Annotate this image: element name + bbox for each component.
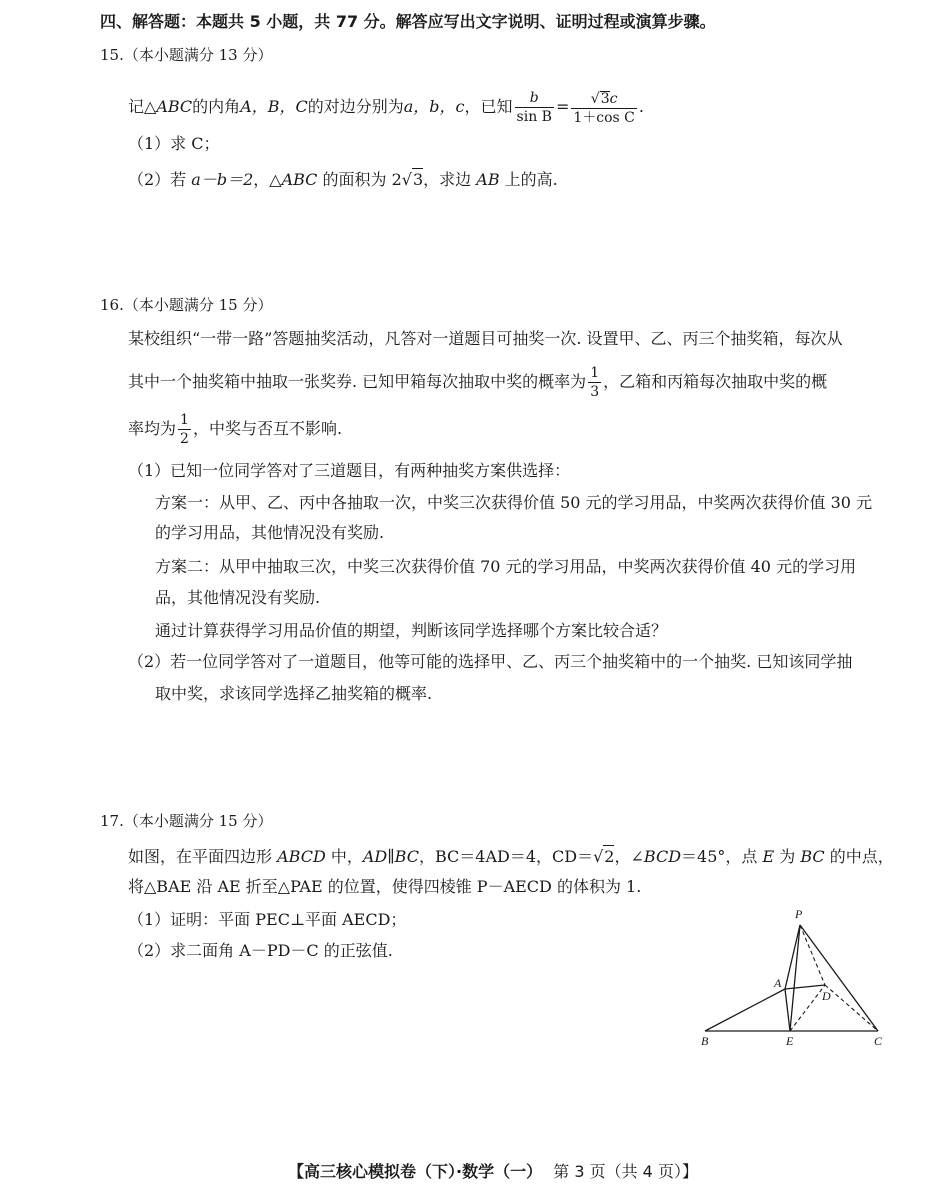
q16-stem-line-3: 率均为 $\frac{1}{2}$ ，中奖与否互不影响. bbox=[128, 412, 343, 447]
label-D: D bbox=[822, 989, 831, 1003]
edge-DC-hidden bbox=[825, 985, 878, 1031]
label-P: P bbox=[795, 907, 803, 921]
q16-part-2-line-1: （2）若一位同学答对了一道题目，他等可能的选择甲、乙、丙三个抽奖箱中的一个抽奖. 已知该同学抽 bbox=[128, 652, 853, 671]
edge-PC bbox=[800, 925, 878, 1031]
q17-number: 17.（本小题满分 15 分） bbox=[100, 812, 273, 830]
edge-PD-hidden bbox=[800, 925, 825, 985]
edge-AE bbox=[785, 989, 790, 1031]
q16-part-1: （1）已知一位同学答对了三道题目，有两种抽奖方案供选择： bbox=[128, 461, 571, 480]
section-heading: 四、解答题：本题共 5 小题，共 77 分。解答应写出文字说明、证明过程或演算步骤。 bbox=[100, 12, 716, 31]
label-C: C bbox=[874, 1034, 883, 1048]
edge-BA bbox=[705, 989, 785, 1031]
q15-stem: 记△ABC的内角A，B，C的对边分别为a，b，c，已知 $\frac{b}{\text{sin B}}$ = $\frac{√3c}{\text{1＋cos C}}$ . bbox=[128, 90, 644, 126]
edge-PE bbox=[790, 925, 800, 1031]
q16-plan-2-line-1: 方案二：从甲中抽取三次，中奖三次获得价值 70 元的学习用品，中奖两次获得价值 40 元的学习用 bbox=[155, 557, 857, 576]
q16-plan-1-line-2: 的学习用品，其他情况没有奖励. bbox=[155, 523, 385, 542]
q16-fraction-one-half: $\frac{1}{2}$ bbox=[180, 412, 189, 447]
footer bbox=[288, 1161, 698, 1183]
footer-title: 【高三核心模拟卷（下）·数学（一） bbox=[288, 1162, 543, 1181]
q15-fraction-1: $\frac{b}{\text{sin B}}$ bbox=[516, 90, 552, 125]
q16-question: 通过计算获得学习用品价值的期望，判断该同学选择哪个方案比较合适？ bbox=[155, 621, 668, 640]
edge-ED-hidden bbox=[790, 985, 825, 1031]
q15-part-2: （2）若 a－b＝2，△ABC 的面积为 2√3，求边 AB 上的高. bbox=[128, 170, 558, 189]
q17-stem-line-1: 如图，在平面四边形 ABCD 中，AD∥BC，BC＝4AD＝4，CD＝√2，∠BCD＝45°，点 E 为 BC 的中点， bbox=[128, 847, 894, 866]
footer-page: 第 3 页（共 4 页）】 bbox=[553, 1162, 698, 1181]
q16-plan-2-line-2: 品，其他情况没有奖励. bbox=[155, 588, 321, 607]
q15-number: 15.（本小题满分 13 分） bbox=[100, 46, 273, 64]
label-E: E bbox=[786, 1034, 794, 1048]
q15-part-1: （1）求 C； bbox=[128, 134, 220, 153]
edge-PA bbox=[785, 925, 800, 989]
q16-part-2-line-2: 取中奖，求该同学选择乙抽奖箱的概率. bbox=[155, 684, 433, 703]
q16-stem-line-2: 其中一个抽奖箱中抽取一张奖券. 已知甲箱每次抽取中奖的概率为 $\frac{1}{3}$ ，乙箱和丙箱每次抽取中奖的概 bbox=[128, 365, 828, 400]
label-A: A bbox=[774, 976, 782, 990]
q16-plan-1-line-1: 方案一：从甲、乙、丙中各抽取一次，中奖三次获得价值 50 元的学习用品，中奖两次获得价值 30 元 bbox=[155, 493, 873, 512]
pyramid-figure bbox=[695, 905, 895, 1050]
q16-fraction-one-third: $\frac{1}{3}$ bbox=[590, 365, 600, 400]
label-B: B bbox=[701, 1034, 709, 1048]
q17-part-2: （2）求二面角 A－PD－C 的正弦值. bbox=[128, 941, 393, 960]
q15-fraction-2: $\frac{√3c}{\text{1＋cos C}}$ bbox=[573, 90, 635, 126]
q17-stem-line-2: 将△BAE 沿 AE 折至△PAE 的位置，使得四棱锥 P－AECD 的体积为 1. bbox=[128, 877, 642, 896]
q17-part-1: （1）证明：平面 PEC⊥平面 AECD； bbox=[128, 910, 407, 929]
edge-AD-front bbox=[785, 985, 825, 989]
q16-number: 16.（本小题满分 15 分） bbox=[100, 296, 273, 314]
q16-stem-line-1: 某校组织“一带一路”答题抽奖活动，凡答对一道题目可抽奖一次. 设置甲、乙、丙三个抽奖箱，每次从 bbox=[128, 329, 843, 348]
